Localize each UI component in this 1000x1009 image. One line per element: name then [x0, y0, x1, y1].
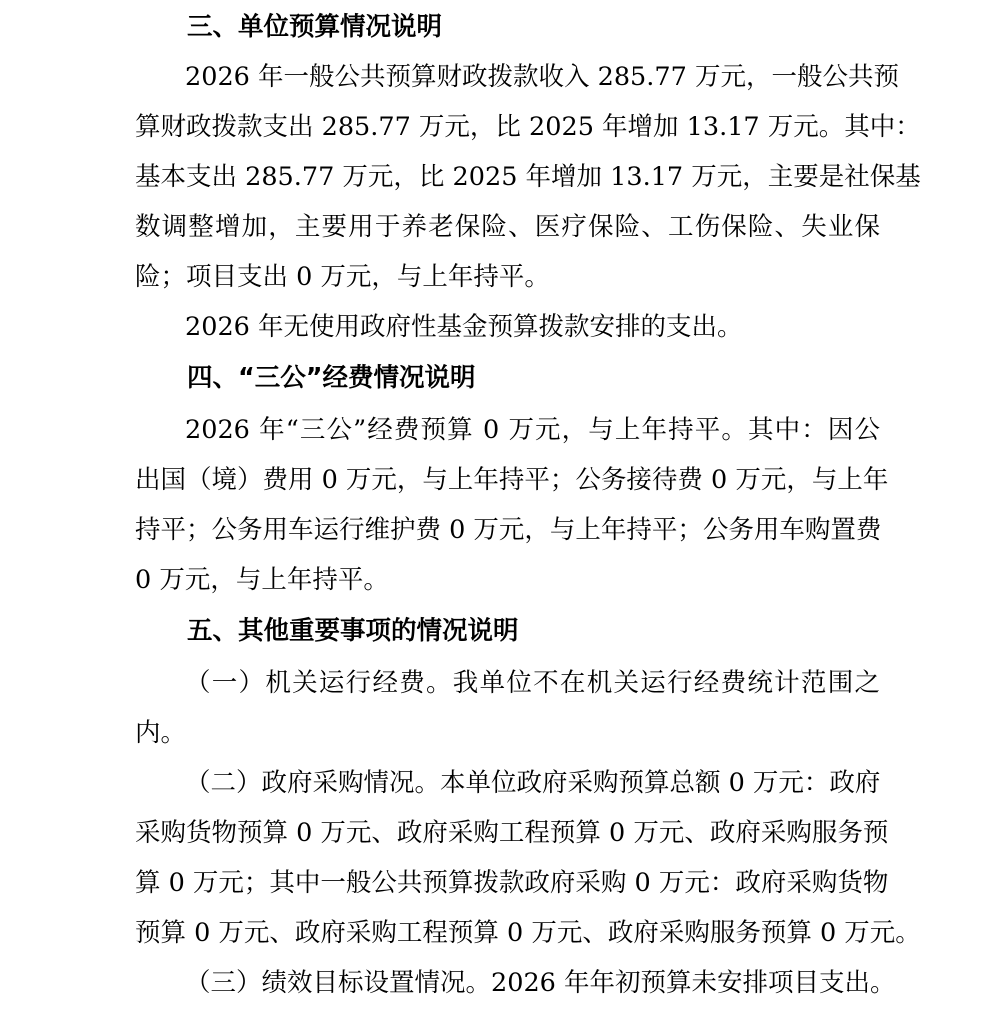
- paragraph-line: （三）绩效目标设置情况。2026 年年初预算未安排项目支出。: [185, 968, 896, 998]
- paragraph-line: 持平；公务用车运行维护费 0 万元，与上年持平；公务用车购置费: [135, 515, 882, 545]
- paragraph-line: 2026 年“三公”经费预算 0 万元，与上年持平。其中：因公: [185, 415, 880, 445]
- section-heading-budget: 三、单位预算情况说明: [187, 12, 443, 42]
- paragraph-line: 采购货物预算 0 万元、政府采购工程预算 0 万元、政府采购服务预: [135, 818, 889, 848]
- paragraph-line: 2026 年一般公共预算财政拨款收入 285.77 万元，一般公共预: [185, 62, 899, 92]
- paragraph-line: 预算 0 万元、政府采购工程预算 0 万元、政府采购服务预算 0 万元。: [135, 918, 921, 948]
- paragraph-line: 0 万元，与上年持平。: [135, 565, 389, 595]
- paragraph-line: 险；项目支出 0 万元，与上年持平。: [135, 262, 550, 292]
- paragraph-line: 基本支出 285.77 万元，比 2025 年增加 13.17 万元，主要是社保基: [135, 162, 921, 192]
- paragraph-line: （二）政府采购情况。本单位政府采购预算总额 0 万元：政府: [185, 768, 881, 798]
- paragraph-line: 2026 年无使用政府性基金预算拨款安排的支出。: [185, 312, 743, 342]
- paragraph-line: 出国（境）费用 0 万元，与上年持平；公务接待费 0 万元，与上年: [135, 465, 889, 495]
- paragraph-line: （一）机关运行经费。我单位不在机关运行经费统计范围之: [185, 668, 880, 698]
- section-heading-three-public: 四、“三公”经费情况说明: [187, 363, 476, 393]
- paragraph-line: 算财政拨款支出 285.77 万元，比 2025 年增加 13.17 万元。其中：: [135, 112, 921, 142]
- paragraph-line: 内。: [135, 718, 187, 748]
- paragraph-line: 数调整增加，主要用于养老保险、医疗保险、工伤保险、失业保: [135, 212, 880, 242]
- paragraph-line: 算 0 万元；其中一般公共预算拨款政府采购 0 万元：政府采购货物: [135, 868, 889, 898]
- section-heading-other-matters: 五、其他重要事项的情况说明: [187, 616, 519, 646]
